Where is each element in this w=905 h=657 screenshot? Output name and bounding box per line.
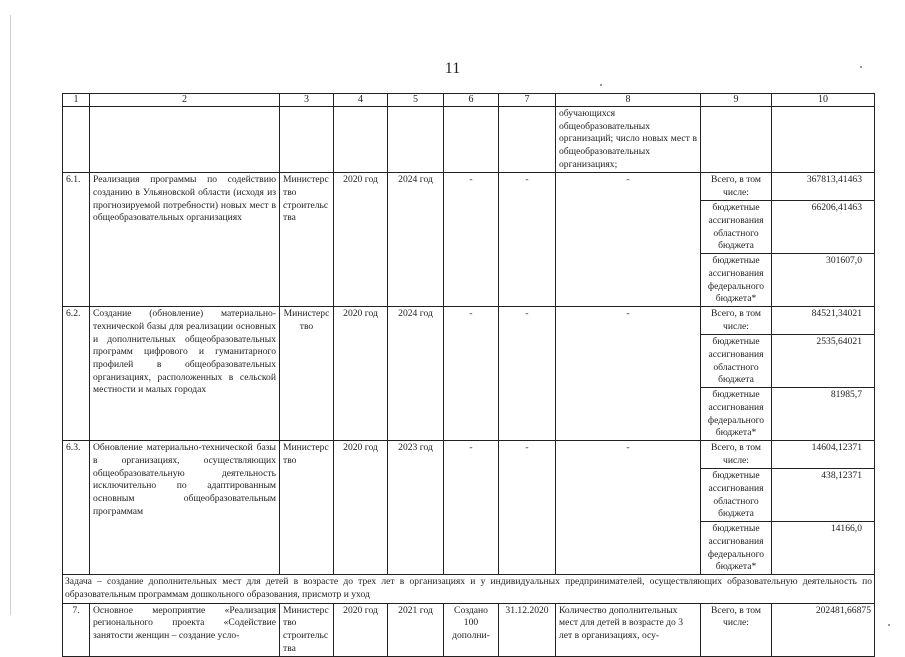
start-year: 2020 год xyxy=(334,441,388,575)
row-number: 7. xyxy=(63,603,90,657)
funding-amount: 81985,7 xyxy=(830,389,862,401)
funding-source: бюджетные ассигнования областного бюджета xyxy=(701,469,771,522)
column-header: 1 xyxy=(63,94,90,107)
funding-source: бюджетные ассигнования федерального бюджета* xyxy=(707,255,765,305)
row-number: 6.2. xyxy=(63,307,90,441)
result-text: Создано 100 дополни- xyxy=(444,603,499,657)
funding-sources xyxy=(701,173,772,307)
indicator-text: Количество дополнительных мест для детей в возрасте до 3 лет в организациях, осу- xyxy=(556,603,701,657)
start-year: 2020 год xyxy=(334,603,388,657)
funding-sources xyxy=(701,441,772,575)
task-text: Задача – создание дополнительных мест для детей в возрасте до трех лет в организациях и у индивидуальных предпринимателей, осуществляющих образовательную деятельность по образовательным программам дошкольного образования, присмотр и уход xyxy=(63,575,875,603)
col6-value: - xyxy=(444,307,499,441)
funding-amount: 2535,64021 xyxy=(772,335,874,388)
end-year: 2021 год xyxy=(388,603,444,657)
funding-amount: 14604,12371 xyxy=(772,441,874,469)
col7-value: - xyxy=(499,173,556,307)
funding-source: Всего, в том числе: xyxy=(701,441,771,469)
funding-amount: 14166,0 xyxy=(830,523,862,535)
funding-amount: 438,12371 xyxy=(772,469,874,522)
measure-name: Реализация программы по содействию созданию в Ульяновской области (исходя из прогнозируемой потребности) новых мест в общеобразовательных организациях xyxy=(90,173,280,307)
funding-source: Всего, в том числе: xyxy=(701,173,771,201)
col8-value: - xyxy=(556,307,701,441)
funding-sources xyxy=(701,307,772,441)
executor: Министерство строительства xyxy=(280,603,334,657)
scan-speck xyxy=(888,624,890,626)
col8-value: - xyxy=(556,173,701,307)
table-row xyxy=(63,603,875,657)
executor: Министерство xyxy=(280,307,334,441)
column-header: 5 xyxy=(388,94,444,107)
funding-source: бюджетные ассигнования областного бюджета xyxy=(701,335,771,388)
end-year: 2024 год xyxy=(388,307,444,441)
funding-amount: 84521,34021 xyxy=(772,307,874,335)
col6-value: - xyxy=(444,441,499,575)
column-header: 2 xyxy=(90,94,280,107)
row-number: 6.3. xyxy=(63,441,90,575)
table-row xyxy=(63,173,875,307)
scan-speck xyxy=(600,84,602,86)
start-year: 2020 год xyxy=(334,307,388,441)
column-header: 4 xyxy=(334,94,388,107)
measure-name: Основное мероприятие «Реализация регионального проекта «Содействие занятости женщин – создание усло- xyxy=(90,603,280,657)
row-number: 6.1. xyxy=(63,173,90,307)
column-header: 9 xyxy=(701,94,772,107)
measure-name: Создание (обновление) материально-технической базы для реализации основных и дополнительных общеобразовательных программ цифрового и гуманитарного профилей в общеобразовательных организациях, расположенных в сельской местности и малых городах xyxy=(90,307,280,441)
header-row xyxy=(63,94,875,107)
funding-amount: 202481,66875 xyxy=(772,603,875,657)
column-header: 8 xyxy=(556,94,701,107)
table-row xyxy=(63,441,875,575)
funding-source: Всего, в том числе: xyxy=(701,307,771,335)
measure-name: Обновление материально-технической базы в организациях, осуществляющих общеобразовательную деятельность исключительно по адаптированным основным общеобразовательным программам xyxy=(90,441,280,575)
col8-value: - xyxy=(556,441,701,575)
continuation-text: обучающихся общеобразовательных организаций; число новых мест в общеобразовательных организациях; xyxy=(556,107,701,173)
funding-amount: 367813,41463 xyxy=(772,173,874,201)
col7-value: - xyxy=(499,307,556,441)
continuation-row xyxy=(63,107,875,173)
funding-source: Всего, в том числе: xyxy=(701,603,772,657)
funding-amount: 301607,0 xyxy=(826,255,862,267)
funding-source: бюджетные ассигнования федерального бюджета* xyxy=(707,389,765,439)
end-year: 2024 год xyxy=(388,173,444,307)
column-header: 10 xyxy=(772,94,875,107)
funding-source: бюджетные ассигнования областного бюджета xyxy=(701,201,771,254)
column-header: 6 xyxy=(444,94,499,107)
column-header: 3 xyxy=(280,94,334,107)
column-header: 7 xyxy=(499,94,556,107)
executor: Министерство xyxy=(280,441,334,575)
funding-amounts xyxy=(772,441,875,575)
deadline-date: 31.12.2020 xyxy=(499,603,556,657)
page-number: 11 xyxy=(444,60,461,77)
funding-amounts xyxy=(772,173,875,307)
table-row xyxy=(63,307,875,441)
task-row xyxy=(63,575,875,603)
start-year: 2020 год xyxy=(334,173,388,307)
col6-value: - xyxy=(444,173,499,307)
executor: Министерство строительства xyxy=(280,173,334,307)
funding-source: бюджетные ассигнования федерального бюджета* xyxy=(707,523,765,573)
col7-value: - xyxy=(499,441,556,575)
funding-amounts xyxy=(772,307,875,441)
funding-amount: 66206,41463 xyxy=(772,201,874,254)
end-year: 2023 год xyxy=(388,441,444,575)
program-table xyxy=(62,93,875,657)
page-edge-line xyxy=(10,15,11,615)
